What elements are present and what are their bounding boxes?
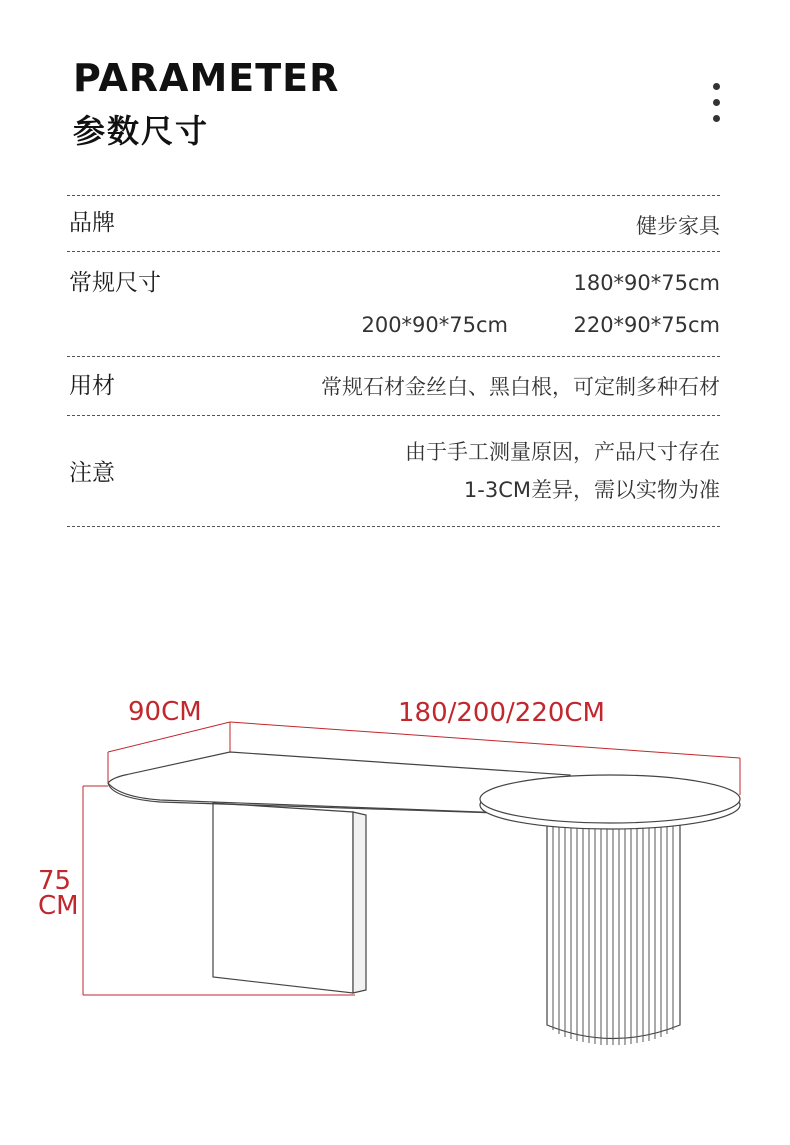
fluted-pedestal [547, 822, 680, 1045]
table-dimension-diagram [0, 680, 790, 1145]
param-value-size-1: 180*90*75cm [573, 271, 720, 295]
param-value-material: 常规石材金丝白、黑白根，可定制多种石材 [321, 375, 720, 399]
more-menu-icon[interactable] [711, 83, 721, 129]
height-dimension-label-unit: CM [38, 891, 79, 921]
param-value-brand: 健步家具 [636, 214, 720, 238]
param-label-note: 注意 [69, 460, 115, 486]
param-label-brand: 品牌 [69, 210, 115, 236]
param-value-note-line1: 由于手工测量原因，产品尺寸存在 [405, 440, 720, 464]
param-label-size: 常规尺寸 [69, 270, 161, 296]
depth-dimension-label: 90CM [128, 697, 202, 727]
param-value-size-2: 200*90*75cm [361, 313, 508, 337]
height-dimension-label-number: 75 [38, 866, 72, 896]
table-illustration [108, 752, 740, 1045]
param-row-material [67, 356, 720, 415]
parameter-table [67, 195, 720, 527]
param-row-brand [67, 195, 720, 251]
page-subtitle: 参数尺寸 [73, 112, 210, 150]
param-row-size [67, 251, 720, 356]
page-title: PARAMETER [73, 56, 340, 100]
length-dimension-label: 180/200/220CM [398, 698, 605, 728]
param-label-material: 用材 [69, 373, 115, 399]
param-value-note-line2: 1-3CM差异，需以实物为准 [463, 478, 720, 502]
param-value-size-3: 220*90*75cm [573, 313, 720, 337]
param-row-note [67, 415, 720, 527]
